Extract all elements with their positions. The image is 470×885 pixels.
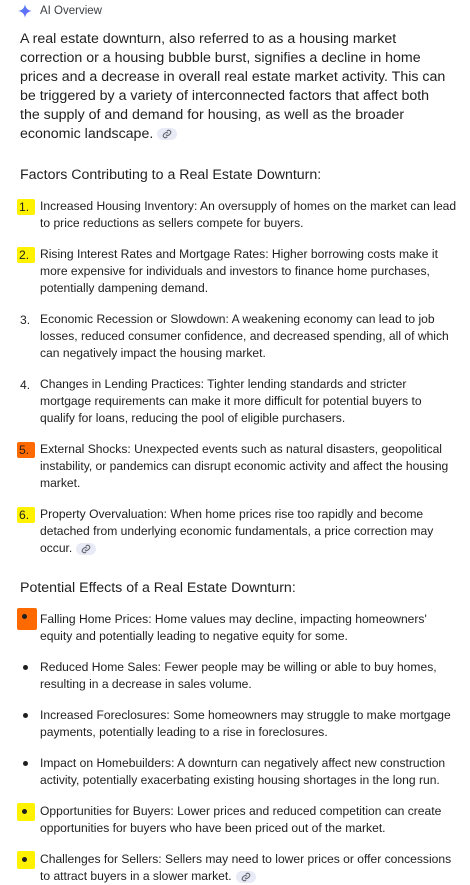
bullet-marker	[20, 755, 34, 773]
link-icon	[162, 129, 172, 139]
effects-heading: Potential Effects of a Real Estate Downturn:	[20, 580, 296, 596]
factor-number: 3.	[20, 313, 31, 327]
effect-text: Falling Home Prices: Home values may decline, impacting homeowners' equity and potentially leading to negative equity for some.	[40, 612, 427, 643]
link-icon	[81, 544, 91, 554]
bullet-dot	[22, 614, 27, 619]
factor-text: Property Overvaluation: When home prices rise too rapidly and become detached from underlying economic fundamentals, a price correction may occur.	[40, 507, 434, 555]
effect-text: Increased Foreclosures: Some homeowners may struggle to make mortgage payments, potentially leading to a rise in foreclosures.	[40, 708, 451, 739]
bullet-dot	[23, 713, 28, 718]
effects-list	[20, 611, 458, 885]
factor-number: 4.	[20, 378, 31, 392]
effect-item	[20, 707, 458, 741]
bullet-dot	[22, 857, 27, 862]
bullet-dot	[22, 809, 27, 814]
ai-overview-title: AI Overview	[40, 5, 102, 17]
effect-text: Challenges for Sellers: Sellers may need to lower prices or offer concessions to attract buyers in a slower market.	[40, 852, 452, 883]
factor-text: Economic Recession or Slowdown: A weakening economy can lead to job losses, reduced consumer confidence, and decreased spending, all of which can negatively impact the housing market.	[40, 312, 449, 360]
factor-item	[20, 376, 458, 427]
bullet-marker	[20, 659, 34, 677]
link-icon	[241, 872, 251, 882]
effect-item	[20, 851, 458, 885]
sparkle-icon	[18, 4, 32, 18]
factor-text: Rising Interest Rates and Mortgage Rates: Higher borrowing costs make it more expensive for individuals and investors to finance home purchases, potentially dampening demand.	[40, 247, 438, 295]
factor-number: 1.	[17, 199, 35, 215]
ai-overview-header	[18, 0, 458, 22]
factors-list	[20, 198, 458, 557]
bullet-marker	[17, 803, 35, 821]
intro-paragraph	[20, 30, 458, 144]
factor-item	[20, 246, 458, 297]
effect-item	[20, 611, 458, 645]
source-link-chip[interactable]	[76, 543, 96, 555]
intro-text: A real estate downturn, also referred to as a housing market correction or a housing bubble burst, signifies a decline in home prices and a decrease in overall real estate market activity. This can be triggered by a variety of interconnected factors that affect both the supply of and demand for housing, as well as the broader economic landscape.	[20, 31, 446, 142]
bullet-marker	[17, 608, 37, 630]
effect-item	[20, 755, 458, 789]
factor-item	[20, 198, 458, 232]
factor-number: 2.	[17, 247, 35, 263]
bullet-dot	[23, 761, 28, 766]
factor-text: External Shocks: Unexpected events such as natural disasters, geopolitical instability, or pandemics can disrupt economic activity and affect the housing market.	[40, 442, 449, 490]
effect-text: Opportunities for Buyers: Lower prices and reduced competition can create opportunities for buyers who have been priced out of the market.	[40, 804, 442, 835]
bullet-marker	[20, 707, 34, 725]
factor-item	[20, 311, 458, 362]
factor-number: 5.	[17, 442, 35, 458]
factor-item	[20, 441, 458, 492]
source-link-chip[interactable]	[236, 871, 256, 883]
effect-text: Impact on Homebuilders: A downturn can negatively affect new construction activity, potentially exacerbating existing housing shortages in the long run.	[40, 756, 446, 787]
factor-item	[20, 506, 458, 557]
effect-text: Reduced Home Sales: Fewer people may be willing or able to buy homes, resulting in a decrease in sales volume.	[40, 660, 437, 691]
factor-text: Changes in Lending Practices: Tighter lending standards and stricter mortgage requirements can make it more difficult for potential buyers to qualify for loans, reducing the pool of eligible purchasers.	[40, 377, 422, 425]
effect-item	[20, 803, 458, 837]
factor-text: Increased Housing Inventory: An oversupply of homes on the market can lead to price reductions as sellers compete for buyers.	[40, 199, 457, 230]
source-link-chip[interactable]	[157, 128, 177, 140]
factors-heading: Factors Contributing to a Real Estate Downturn:	[20, 167, 322, 183]
bullet-dot	[23, 665, 28, 670]
bullet-marker	[17, 851, 35, 869]
effect-item	[20, 659, 458, 693]
factor-number: 6.	[17, 507, 35, 523]
